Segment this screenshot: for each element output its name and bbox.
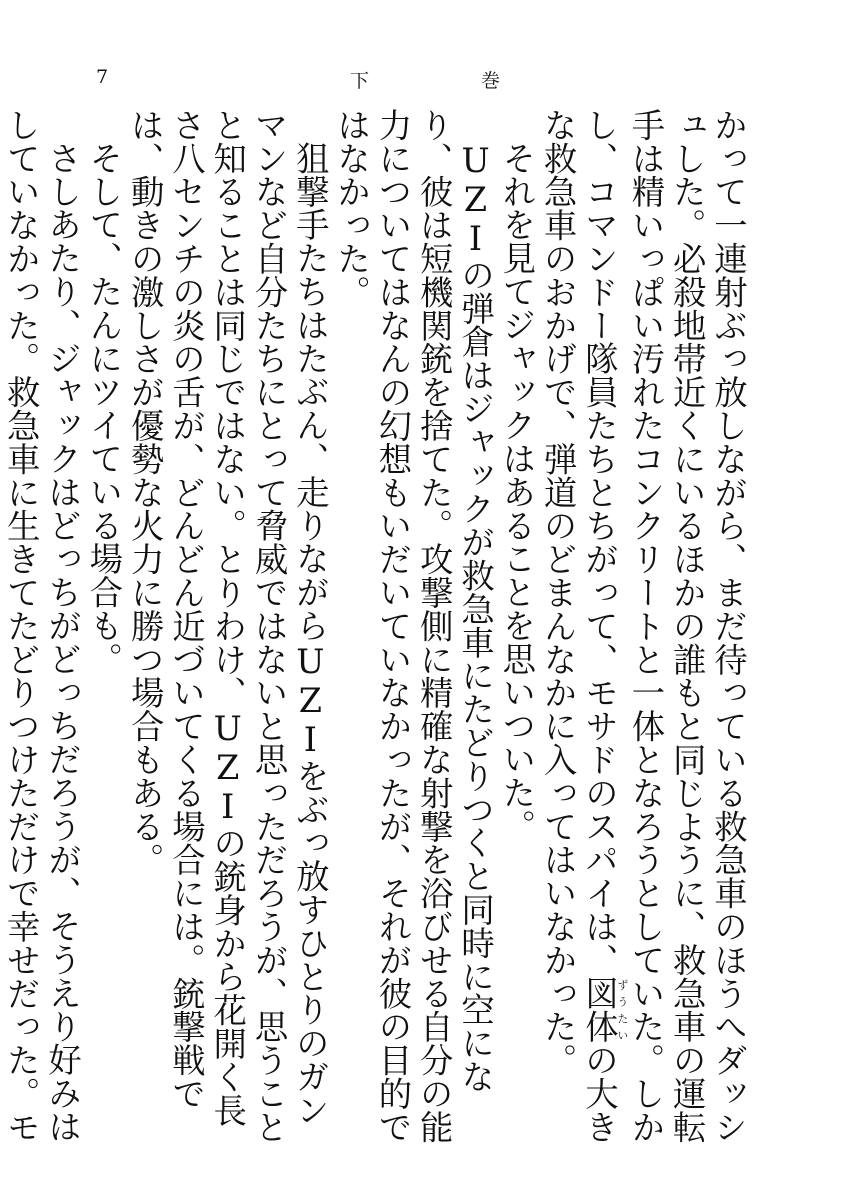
- ruby-reading: ずうたい: [615, 976, 629, 1044]
- paragraph: 狙撃手たちはたぶん、走りながらUZIをぶっ放すひとりのガンマンなど自分たちにとって脅威ではないと思っただろうが、思うことと知ることは同じではない。とりわけ、UZIの銃身から花開く長さ八センチの炎の舌が、どんどん近づいてくる場合には。銃撃戦では、動きの激しさが優勢な火力に勝つ場合もある。: [125, 108, 330, 1144]
- paragraph: [537, 108, 749, 1148]
- paragraph: そして、たんにツイている場合も。: [84, 141, 124, 676]
- page-number: 7: [96, 66, 109, 88]
- paragraph-text: かって一連射ぶっ放しながら、まだ待っている救急車のほうへダッシュした。必殺地帯近くにいるほかの誰もと同じように、救急車の運転手は精いっぱい汚れたコンクリートと一体となろうとしていた。しかし、コマンドー隊員たちとちがって、モサドのスパイは、: [579, 108, 748, 1144]
- paragraph-text: の大きな救急車のおかげで、弾道のどまんなかに入ってはいなかった。: [538, 108, 619, 1144]
- paragraph: それを見てジャックはあることを思いついた。: [497, 141, 537, 843]
- running-head-right: 巻: [480, 70, 500, 92]
- body-text: [1, 108, 749, 1148]
- paragraph: UZIの弾倉はジャックが救急車にたどりつくと同時に空になり、彼は短機関銃を捨てた。攻撃側に精確な射撃を浴びせる自分の能力についてはなんの幻想もいだいていなかったが、それが彼の目的ではなかった。: [332, 108, 496, 1144]
- running-head: [350, 66, 500, 93]
- ruby-word: [579, 976, 629, 1044]
- paragraph: さしあたり、ジャックはどっちがどっちだろうが、そうえり好みはしていなかった。救急車に生きてたどりつけただけで幸せだった。モ: [1, 108, 83, 1144]
- ruby-base: 図体: [579, 976, 619, 1044]
- running-head-left: 下: [350, 70, 370, 92]
